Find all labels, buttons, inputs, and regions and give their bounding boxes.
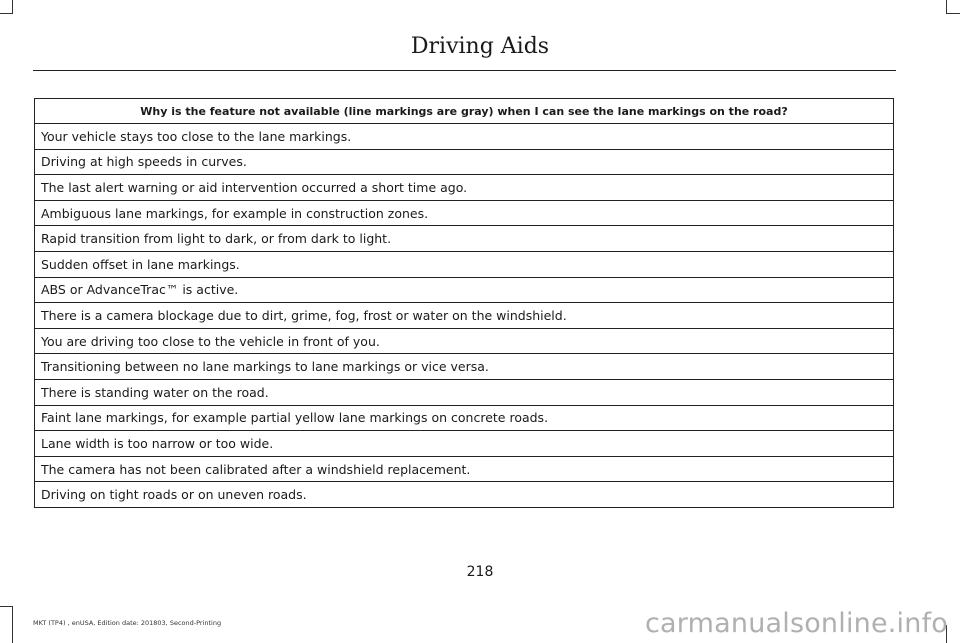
table-cell: ABS or AdvanceTrac™ is active. bbox=[35, 277, 894, 303]
table-row bbox=[35, 405, 894, 431]
page-number: 218 bbox=[466, 564, 494, 580]
table-row bbox=[35, 431, 894, 457]
edition-info: MKT (TP4) , enUSA, Edition date: 201803, Second-Printing bbox=[33, 619, 222, 627]
faq-table bbox=[34, 98, 894, 508]
header-divider bbox=[33, 70, 896, 71]
crop-mark-top-right bbox=[946, 13, 960, 14]
crop-mark-bottom-left bbox=[0, 606, 13, 607]
table-cell: Transitioning between no lane markings to lane markings or vice versa. bbox=[35, 354, 894, 380]
table-row bbox=[35, 354, 894, 380]
table-row bbox=[35, 124, 894, 150]
table-cell: Sudden offset in lane markings. bbox=[35, 251, 894, 277]
table-body bbox=[35, 124, 894, 508]
table-row bbox=[35, 226, 894, 252]
table-cell: Your vehicle stays too close to the lane markings. bbox=[35, 124, 894, 150]
table-cell: Rapid transition from light to dark, or from dark to light. bbox=[35, 226, 894, 252]
table-heading: Why is the feature not available (line markings are gray) when I can see the lane markings on the road? bbox=[35, 99, 894, 124]
table-cell: The last alert warning or aid intervention occurred a short time ago. bbox=[35, 175, 894, 201]
crop-mark-bottom-left bbox=[12, 606, 13, 643]
table-cell: Driving on tight roads or on uneven roads. bbox=[35, 482, 894, 508]
table-cell: Ambiguous lane markings, for example in construction zones. bbox=[35, 200, 894, 226]
table-cell: Lane width is too narrow or too wide. bbox=[35, 431, 894, 457]
table-cell: Driving at high speeds in curves. bbox=[35, 149, 894, 175]
table-cell: Faint lane markings, for example partial yellow lane markings on concrete roads. bbox=[35, 405, 894, 431]
table-row bbox=[35, 277, 894, 303]
crop-mark-top-left bbox=[0, 13, 13, 14]
page-title: Driving Aids bbox=[410, 34, 550, 59]
table-row bbox=[35, 175, 894, 201]
table-cell: There is a camera blockage due to dirt, grime, fog, frost or water on the windshield. bbox=[35, 303, 894, 329]
watermark-logo: carmanualsonline.info bbox=[645, 608, 948, 639]
table-row bbox=[35, 482, 894, 508]
table-row bbox=[35, 251, 894, 277]
table-cell: You are driving too close to the vehicle in front of you. bbox=[35, 328, 894, 354]
table-row bbox=[35, 379, 894, 405]
table-row bbox=[35, 456, 894, 482]
crop-mark-top-left bbox=[12, 0, 13, 14]
table-row bbox=[35, 303, 894, 329]
table-row bbox=[35, 328, 894, 354]
table-header-row bbox=[35, 99, 894, 124]
table-row bbox=[35, 200, 894, 226]
table-row bbox=[35, 149, 894, 175]
table-cell: There is standing water on the road. bbox=[35, 379, 894, 405]
crop-mark-top-right bbox=[946, 0, 947, 14]
table-cell: The camera has not been calibrated after a windshield replacement. bbox=[35, 456, 894, 482]
